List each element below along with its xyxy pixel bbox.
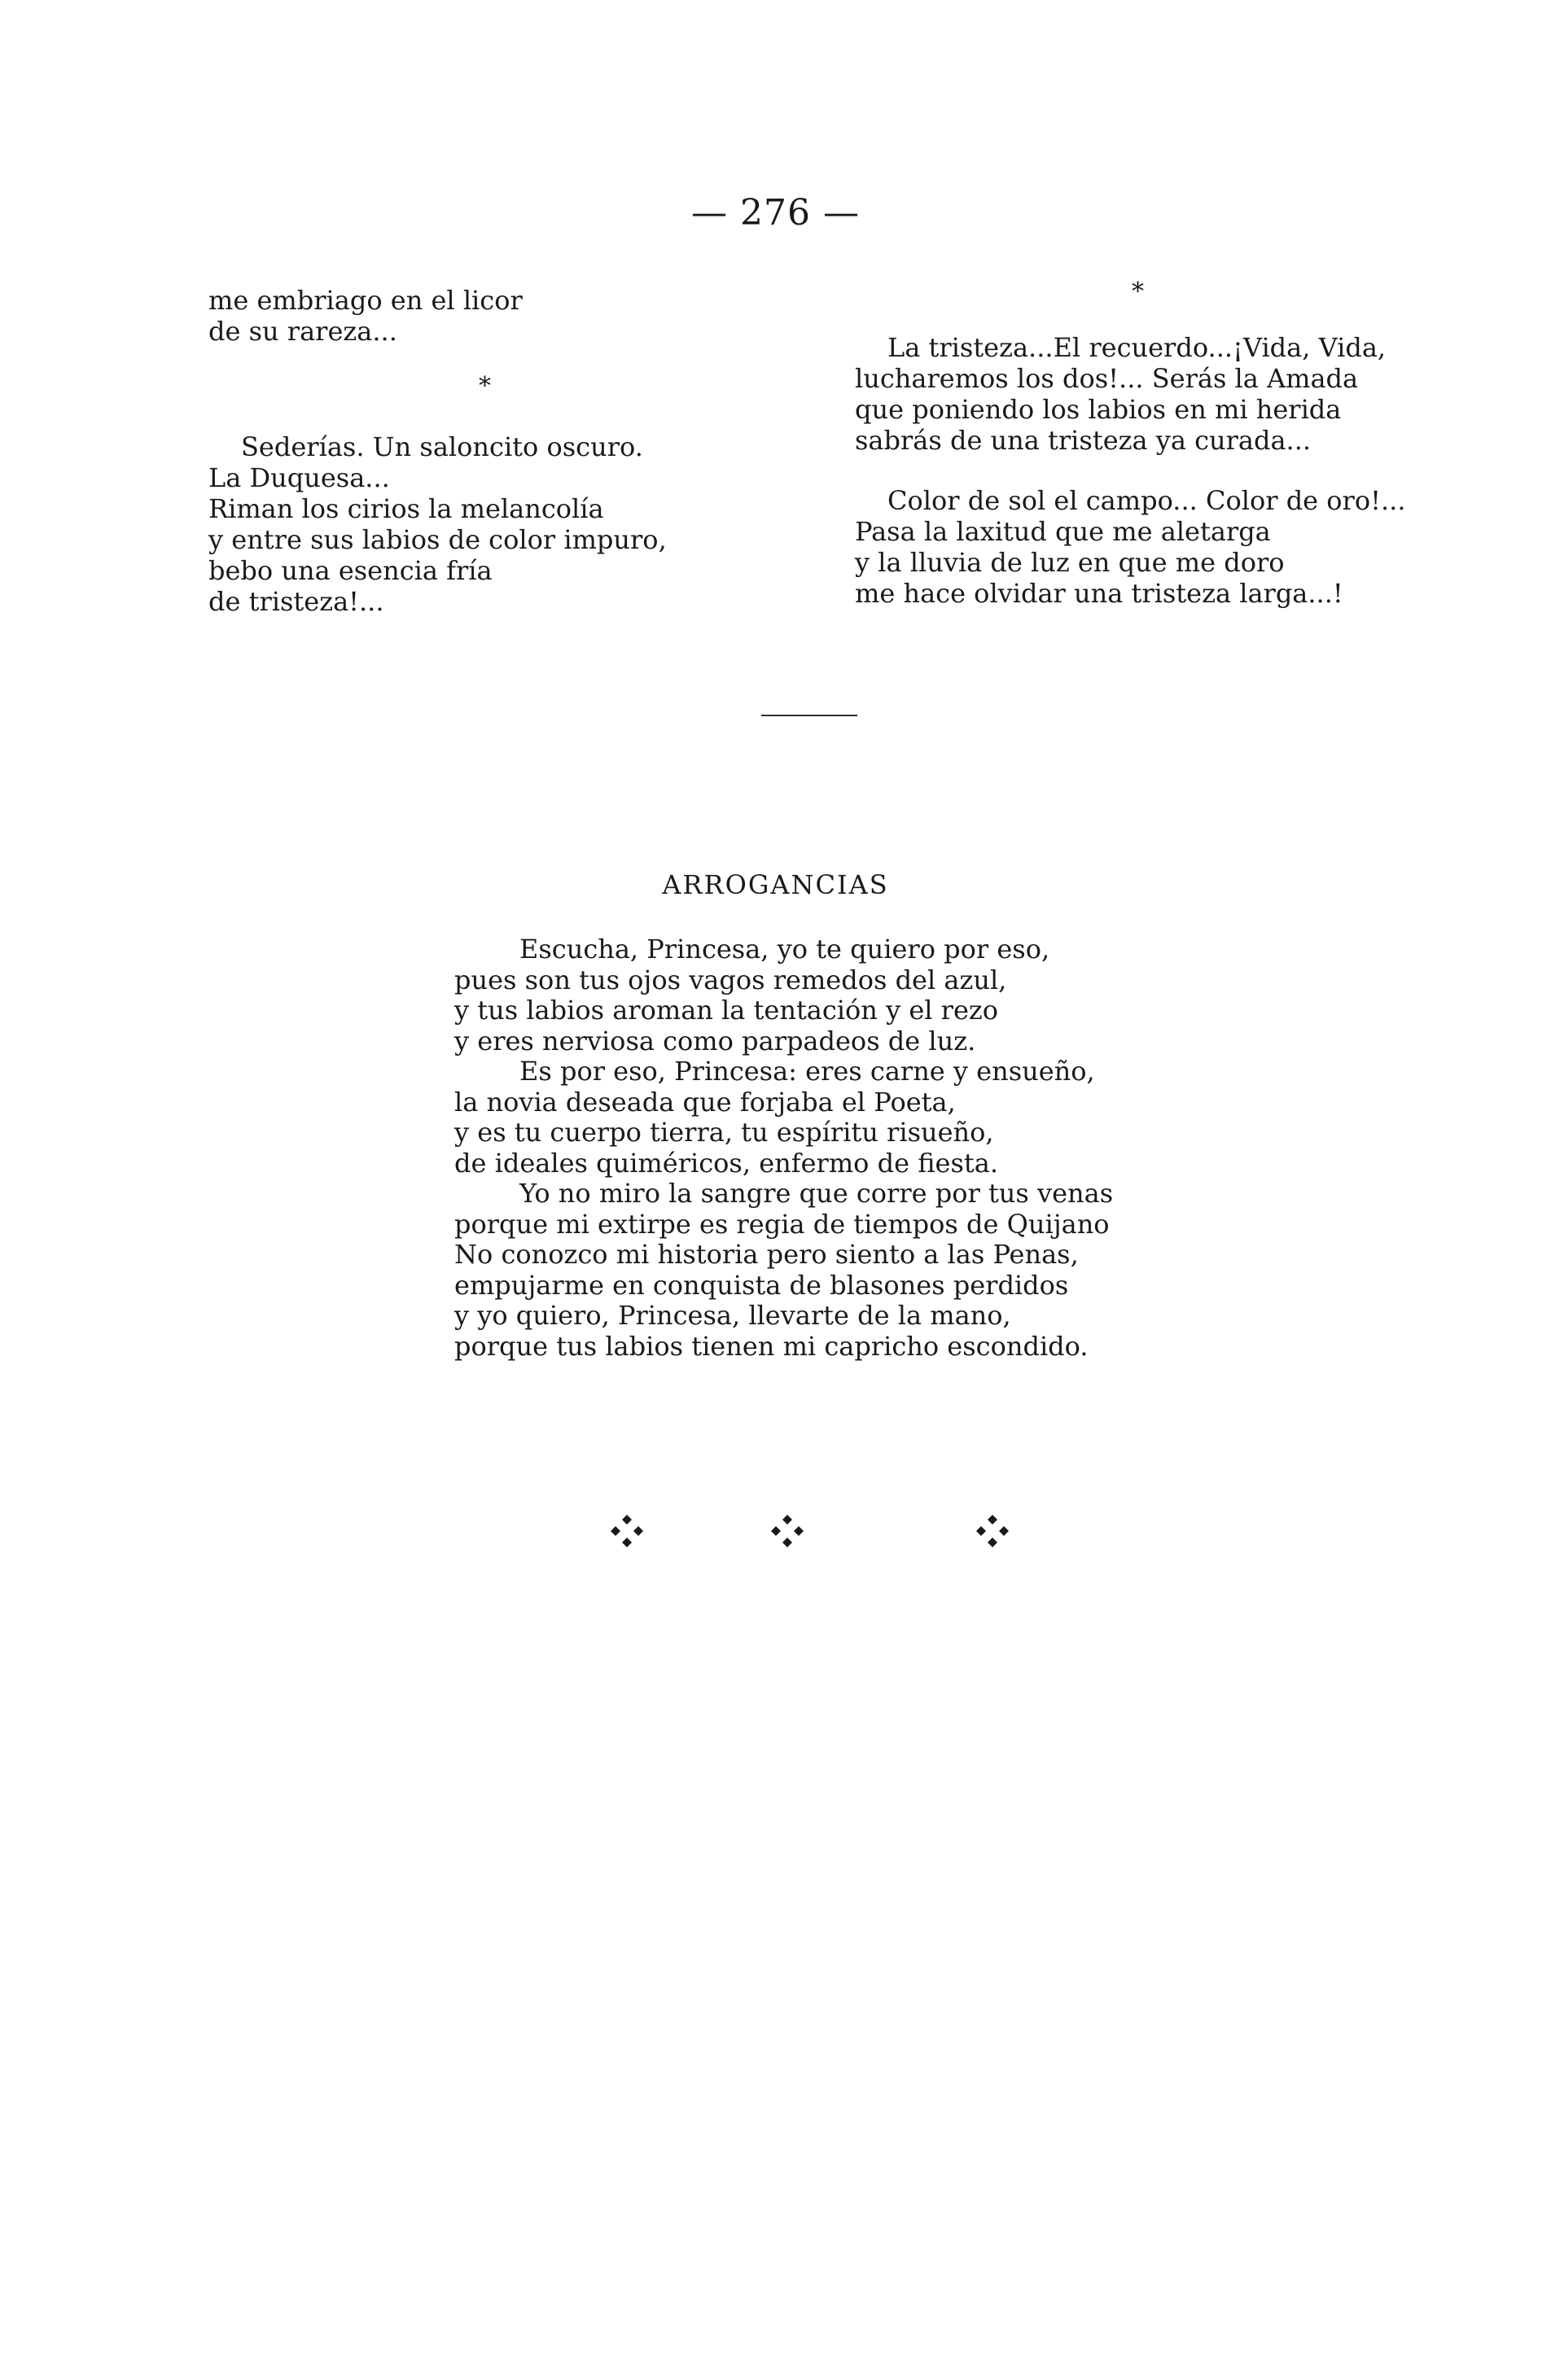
- fleuron-icon: [769, 1512, 806, 1550]
- verse-line: lucharemos los dos!... Serás la Amada: [855, 363, 1359, 394]
- fleuron-icon: [608, 1512, 646, 1550]
- verse-line: me embriago en el licor: [208, 285, 523, 316]
- verse-line: que poniendo los labios en mi herida: [855, 394, 1342, 425]
- verse-line: bebo una esencia fría: [208, 555, 493, 586]
- verse-line: de tristeza!...: [208, 586, 384, 617]
- verse-line: y la lluvia de luz en que me doro: [855, 547, 1285, 578]
- verse-line: Yo no miro la sangre que corre por tus venas: [519, 1178, 1114, 1209]
- verse-line: la novia deseada que forjaba el Poeta,: [454, 1086, 956, 1118]
- verse-line: La tristeza...El recuerdo...¡Vida, Vida,: [887, 332, 1387, 363]
- verse-line: Pasa la laxitud que me aletarga: [855, 516, 1271, 547]
- page-number: — 276 —: [691, 192, 860, 234]
- section-divider: [761, 715, 857, 716]
- verse-line: de su rareza...: [208, 316, 397, 347]
- fleuron-icon: [974, 1512, 1011, 1550]
- verse-line: y eres nerviosa como parpadeos de luz.: [454, 1025, 976, 1057]
- verse-line: y entre sus labios de color impuro,: [208, 524, 667, 555]
- verse-line: Sederías. Un saloncito oscuro.: [241, 431, 643, 462]
- verse-line: empujarme en conquista de blasones perdidos: [454, 1269, 1069, 1301]
- verse-line: y yo quiero, Princesa, llevarte de la mano,: [454, 1300, 1011, 1331]
- verse-line: porque mi extirpe es regia de tiempos de Quijano: [454, 1208, 1110, 1240]
- poem-title: ARROGANCIAS: [662, 869, 889, 900]
- verse-line: y es tu cuerpo tierra, tu espíritu risueño,: [454, 1117, 994, 1148]
- verse-line: Color de sol el campo... Color de oro!...: [887, 485, 1406, 516]
- verse-line: La Duquesa...: [208, 462, 390, 493]
- right-column: [855, 277, 1441, 609]
- verse-line: Escucha, Princesa, yo te quiero por eso,: [519, 934, 1050, 965]
- verse-line: No conozco mi historia pero siento a las Penas,: [454, 1239, 1079, 1270]
- left-column: [208, 285, 729, 617]
- verse-line: Es por eso, Princesa: eres carne y ensueño,: [519, 1056, 1095, 1087]
- verse-line: y tus labios aroman la tentación y el rezo: [454, 995, 999, 1026]
- verse-line: sabrás de una tristeza ya curada...: [855, 425, 1312, 456]
- verse-line: porque tus labios tienen mi capricho escondido.: [454, 1330, 1089, 1362]
- verse-line: Riman los cirios la melancolía: [208, 493, 604, 524]
- section-star: *: [479, 372, 491, 400]
- verse-line: me hace olvidar una tristeza larga...!: [855, 578, 1343, 609]
- ornament-row: [0, 1512, 1551, 1561]
- section-star: *: [1132, 278, 1144, 306]
- verse-line: pues son tus ojos vagos remedos del azul,: [454, 964, 1007, 995]
- poem-body: [454, 934, 1187, 1362]
- verse-line: de ideales quiméricos, enfermo de fiesta.: [454, 1147, 998, 1179]
